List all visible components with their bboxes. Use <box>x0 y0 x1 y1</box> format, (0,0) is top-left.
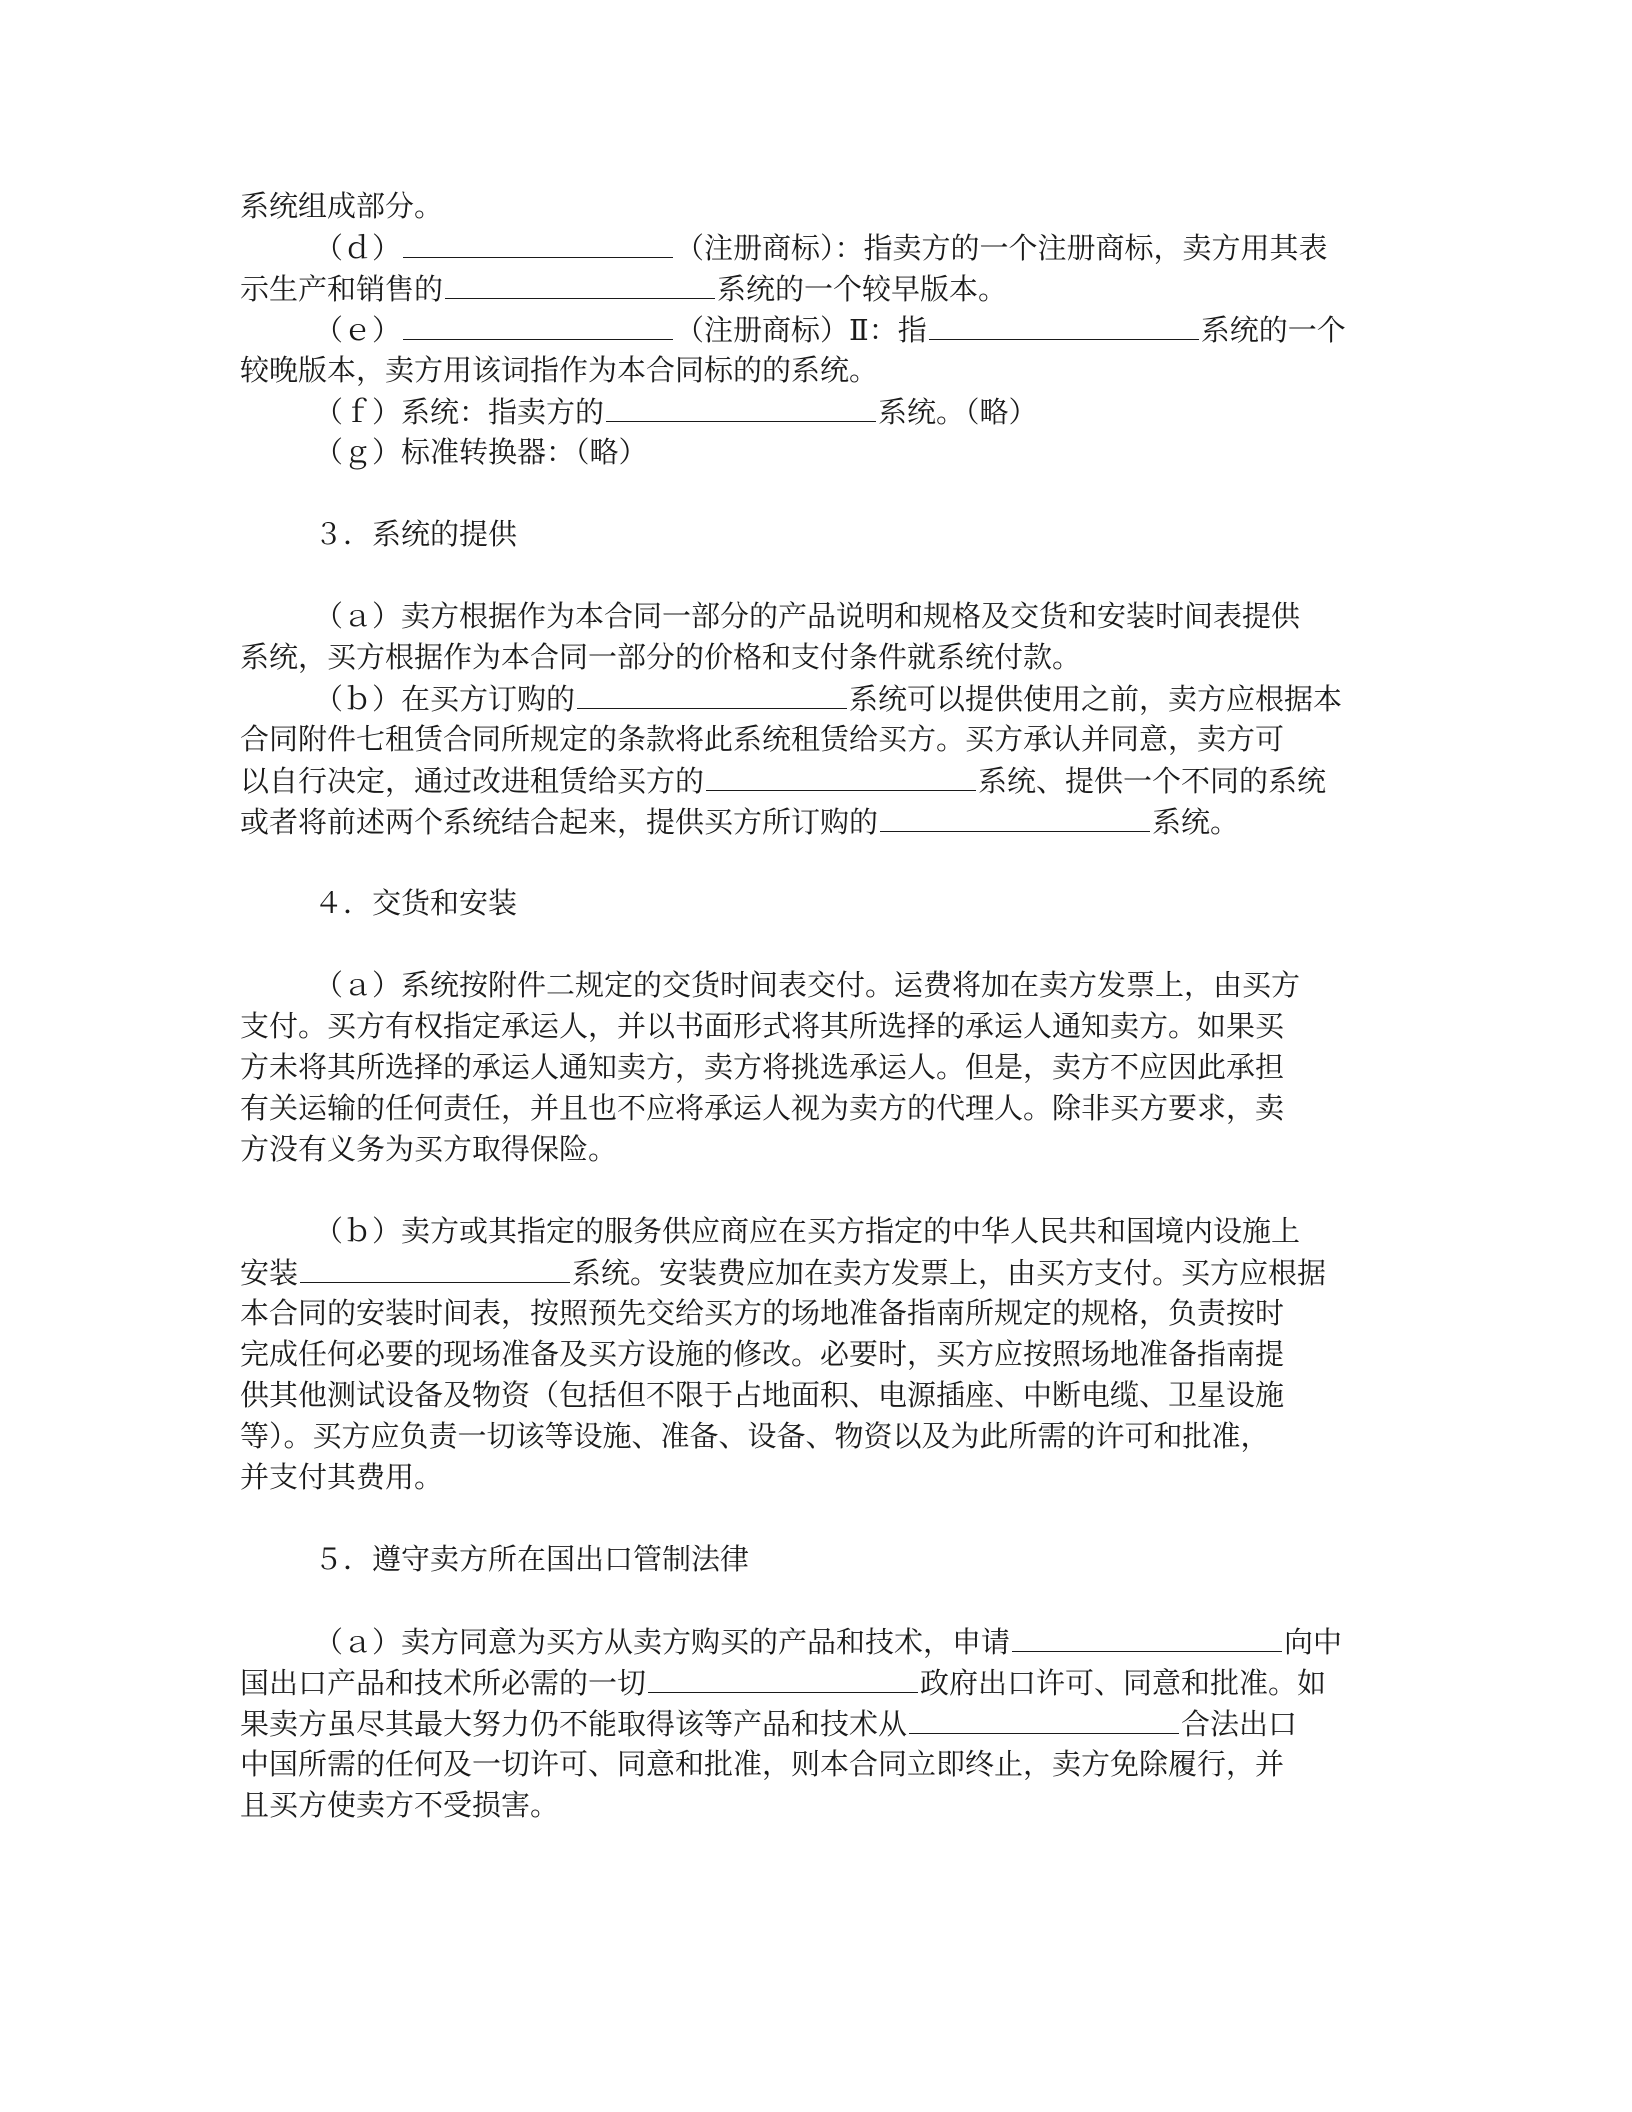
document-body <box>240 186 1390 1826</box>
text-line: 示生产和销售的 系统的一个较早版本。 <box>240 268 1390 309</box>
text-line: 方没有义务为买方取得保险。 <box>240 1132 618 1166</box>
blank-field <box>403 309 673 340</box>
section-heading-5: ５．遵守卖方所在国出口管制法律 <box>314 1542 750 1576</box>
blank-field <box>909 1703 1179 1734</box>
clause-5a: （ａ）卖方同意为买方从卖方购买的产品和技术，申请 向中 <box>240 1621 1390 1662</box>
text-line: 安装 系统。安装费应加在卖方发票上，由买方支付。买方应根据 <box>240 1252 1390 1293</box>
clause-4b: （ｂ）卖方或其指定的服务供应商应在买方指定的中华人民共和国境内设施上 <box>314 1214 1301 1248</box>
clause-d: （ｄ） （注册商标）：指卖方的一个注册商标，卖方用其表 <box>240 227 1390 268</box>
blank-field <box>880 801 1150 832</box>
text-line: 有关运输的任何责任，并且也不应将承运人视为卖方的代理人。除非买方要求，卖 <box>240 1091 1285 1125</box>
blank-field <box>706 760 976 791</box>
text-line: 本合同的安装时间表，按照预先交给买方的场地准备指南所规定的规格，负责按时 <box>240 1296 1285 1330</box>
text-line: 以自行决定，通过改进租赁给买方的 系统、提供一个不同的系统 <box>240 760 1390 801</box>
text-line: 供其他测试设备及物资（包括但不限于占地面积、电源插座、中断电缆、卫星设施 <box>240 1378 1285 1412</box>
blank-field <box>606 391 876 422</box>
text-line: 等）。买方应负责一切该等设施、准备、设备、物资以及为此所需的许可和批准， <box>240 1419 1270 1453</box>
clause-f: （ｆ）系统：指卖方的 系统。（略） <box>240 391 1390 432</box>
clause-4a: （ａ）系统按附件二规定的交货时间表交付。运费将加在卖方发票上，由买方 <box>314 968 1301 1002</box>
text-line: 较晚版本，卖方用该词指作为本合同标的的系统。 <box>240 353 879 387</box>
text-line: 合同附件七租赁合同所规定的条款将此系统租赁给买方。买方承认并同意，卖方可 <box>240 722 1285 756</box>
text-line: 系统，买方根据作为本合同一部分的价格和支付条件就系统付款。 <box>240 640 1082 674</box>
clause-3a: （ａ）卖方根据作为本合同一部分的产品说明和规格及交货和安装时间表提供 <box>314 599 1301 633</box>
text-line: 且买方使卖方不受损害。 <box>240 1788 560 1822</box>
blank-field <box>300 1252 570 1283</box>
text-line: 完成任何必要的现场准备及买方设施的修改。必要时，买方应按照场地准备指南提 <box>240 1337 1285 1371</box>
text-line: 或者将前述两个系统结合起来，提供买方所订购的 系统。 <box>240 801 1390 842</box>
section-heading-4: ４．交货和安装 <box>314 886 518 920</box>
clause-g: （ｇ）标准转换器：（略） <box>314 435 648 469</box>
text-line: 果卖方虽尽其最大努力仍不能取得该等产品和技术从 合法出口 <box>240 1703 1390 1744</box>
blank-field <box>648 1662 918 1693</box>
section-heading-3: ３．系统的提供 <box>314 517 518 551</box>
text-line: 支付。买方有权指定承运人，并以书面形式将其所选择的承运人通知卖方。如果买 <box>240 1009 1285 1043</box>
blank-field <box>403 227 673 258</box>
blank-field <box>445 268 715 299</box>
clause-e: （ｅ） （注册商标）Ⅱ：指 系统的一个 <box>240 309 1390 350</box>
blank-field <box>577 678 847 709</box>
text-line: 系统组成部分。 <box>240 189 444 223</box>
text-line: 中国所需的任何及一切许可、同意和批准，则本合同立即终止，卖方免除履行，并 <box>240 1747 1285 1781</box>
clause-3b: （ｂ）在买方订购的 系统可以提供使用之前，卖方应根据本 <box>240 678 1390 719</box>
text-line: 国出口产品和技术所必需的一切 政府出口许可、同意和批准。如 <box>240 1662 1390 1703</box>
blank-field <box>929 309 1199 340</box>
blank-field <box>1012 1621 1282 1652</box>
text-line: 方未将其所选择的承运人通知卖方，卖方将挑选承运人。但是，卖方不应因此承担 <box>240 1050 1285 1084</box>
text-line: 并支付其费用。 <box>240 1460 444 1494</box>
